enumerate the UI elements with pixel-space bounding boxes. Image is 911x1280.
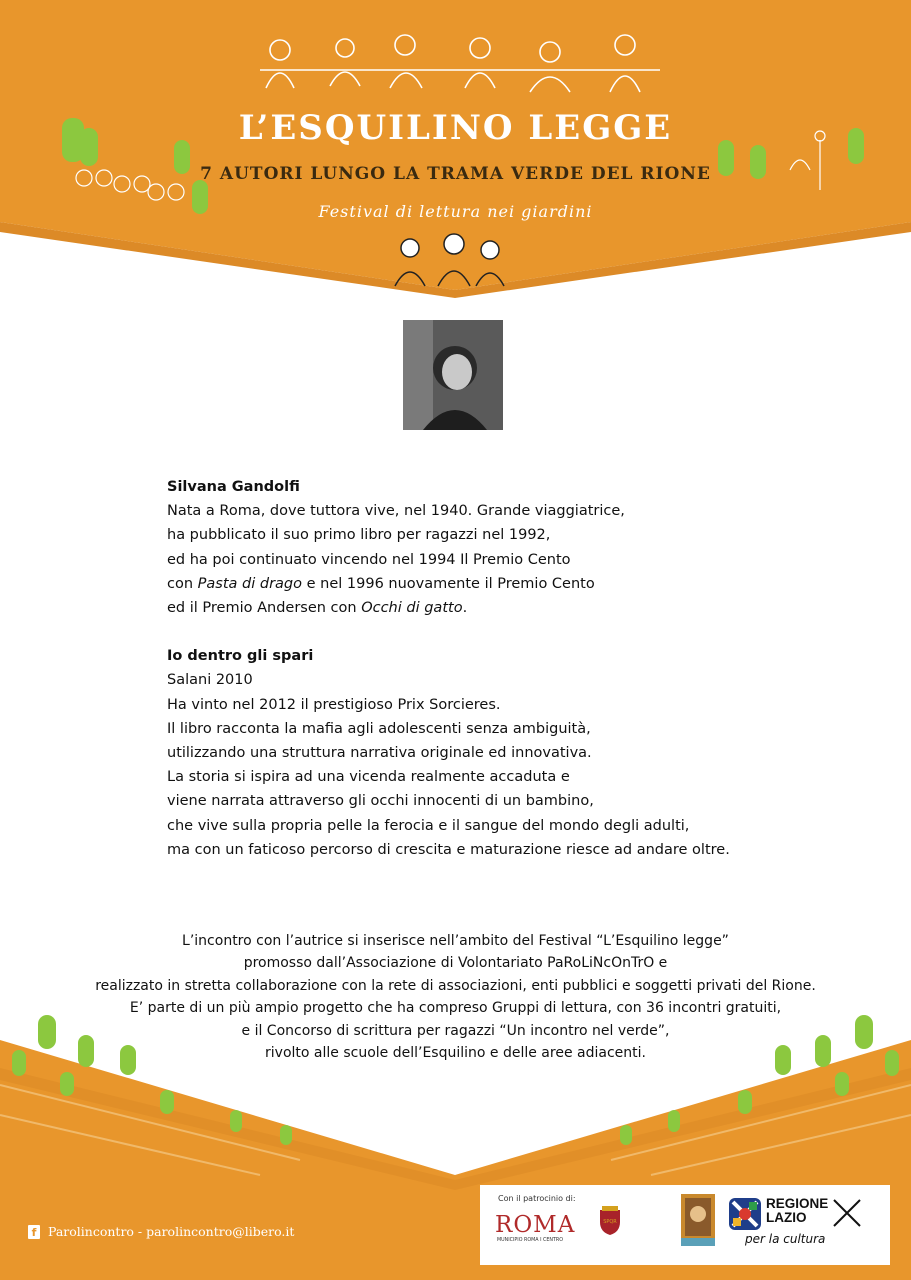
book-title: Io dentro gli spari: [167, 648, 314, 665]
closing-line: e il Concorso di scrittura per ragazzi “Un incontro nel verde”,: [241, 1022, 670, 1039]
municipio-label: MUNICIPIO ROMA I CENTRO: [497, 1238, 564, 1243]
bio-text: ed il Premio Andersen con: [167, 600, 362, 617]
author-name: Silvana Gandolfi: [167, 479, 300, 495]
author-photo: [403, 320, 503, 430]
festival-title: L’ESQUILINO LEGGE: [238, 108, 673, 148]
roma-crest-icon: [598, 1206, 622, 1236]
bio-line: ha pubblicato il suo primo libro per ragazzi nel 1992,: [167, 527, 551, 544]
per-la-cultura: per la cultura: [745, 1232, 826, 1246]
regione-label: REGIONE: [766, 1196, 829, 1211]
author-section: [167, 475, 827, 862]
closing-line: promosso dall’Associazione di Volontariato PaRoLiNcOnTrO e: [243, 955, 668, 972]
bio-line: ed ha poi continuato vincendo nel 1994 Il Premio Cento: [167, 551, 571, 568]
contact-email[interactable]: Parolincontro - parolincontro@libero.it: [48, 1224, 295, 1239]
book-line: viene narrata attraverso gli occhi innocenti di un bambino,: [167, 793, 594, 810]
closing-line: L’incontro con l’autrice si inserisce nell’ambito del Festival “L’Esquilino legge”: [182, 933, 729, 949]
svg-text:SPQR: SPQR: [603, 1219, 617, 1225]
bio-text: e nel 1996 nuovamente il Premio Cento: [302, 575, 595, 592]
book-title-occhi-di-gatto: Occhi di gatto: [361, 600, 463, 617]
contact-info: [28, 1224, 294, 1239]
book-line: utilizzando una struttura narrativa originale ed innovativa.: [167, 745, 592, 762]
book-title-pasta-di-drago: Pasta di drago: [197, 575, 302, 592]
closing-line: E’ parte di un più ampio progetto che ha compreso Gruppi di lettura, con 36 incontri gratuiti,: [129, 1000, 782, 1017]
bio-text: con: [167, 575, 198, 592]
patronage-label: Con il patrocinio di:: [498, 1194, 576, 1203]
book-publisher: Salani 2010: [167, 672, 253, 689]
regione-lazio-icon: [727, 1196, 763, 1232]
facebook-icon[interactable]: f: [28, 1225, 40, 1239]
closing-line: rivolto alle scuole dell’Esquilino e delle aree adiacenti.: [265, 1045, 646, 1062]
bio-line: Nata a Roma, dove tuttora vive, nel 1940. Grande viaggiatrice,: [167, 503, 625, 520]
closing-line: realizzato in stretta collaborazione con la rete di associazioni, enti pubblici e soggetti privati del Rione.: [95, 977, 816, 994]
festival-tagline: Festival di lettura nei giardini: [318, 202, 593, 221]
regione-lazio-logo: [766, 1197, 828, 1225]
bio-line: [167, 596, 827, 620]
bio-text: .: [462, 600, 468, 617]
book-line: La storia si ispira ad una vicenda realmente accaduta e: [167, 769, 570, 786]
x-mark-icon: [832, 1196, 862, 1230]
book-line: Il libro racconta la mafia agli adolescenti senza ambiguità,: [167, 720, 591, 737]
bio-line: [167, 572, 827, 596]
closing-paragraph: [0, 930, 911, 1064]
library-emblem-icon: [681, 1194, 715, 1246]
roma-logo-text: ROMA: [495, 1212, 576, 1238]
book-line: ma con un faticoso percorso di crescita e maturazione riesce ad andare oltre.: [167, 841, 730, 858]
book-line: Ha vinto nel 2012 il prestigioso Prix Sorcieres.: [167, 696, 501, 713]
book-line: che vive sulla propria pelle la ferocia e il sangue del mondo degli adulti,: [167, 817, 690, 834]
lazio-label: LAZIO: [766, 1210, 807, 1225]
festival-subtitle: 7 AUTORI LUNGO LA TRAMA VERDE DEL RIONE: [200, 164, 711, 184]
